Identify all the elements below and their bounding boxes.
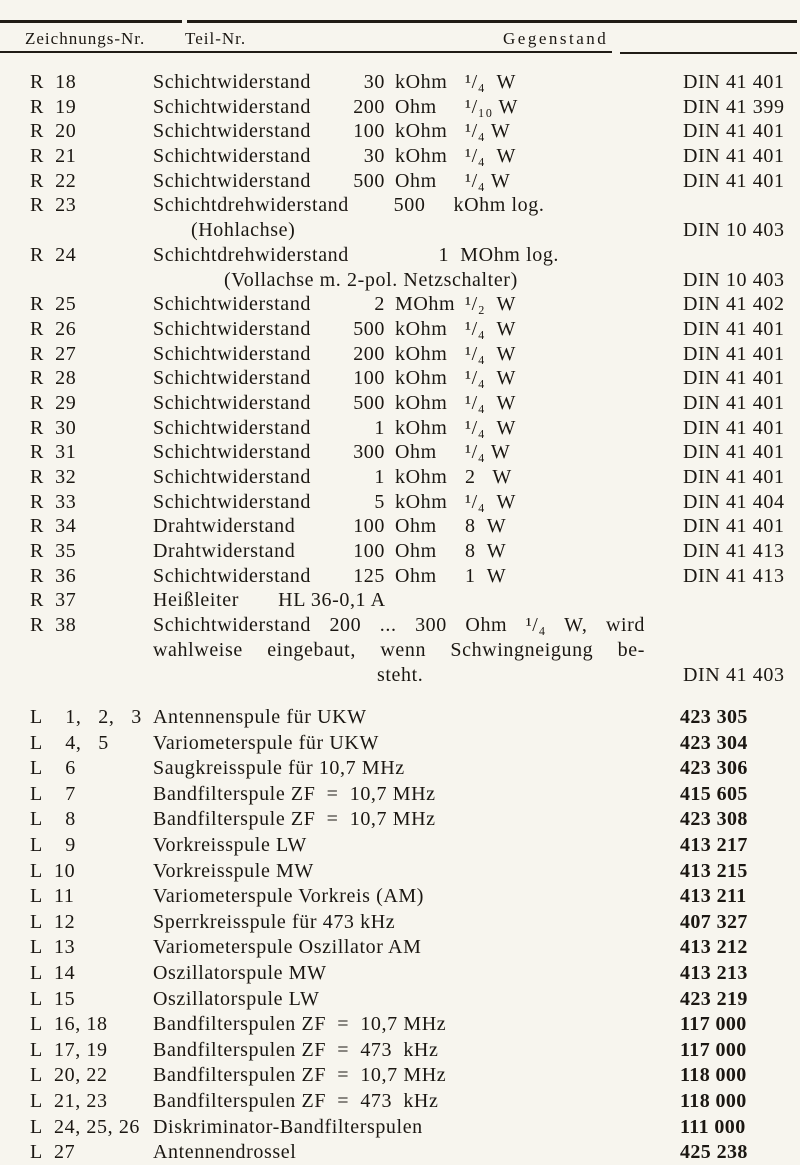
table-row xyxy=(0,193,800,218)
din-ref-cell: DIN 41 401 xyxy=(683,71,785,93)
part-name-cell: Schichtwiderstand xyxy=(153,391,311,414)
designator-cell: L 11 xyxy=(30,885,75,908)
table-row xyxy=(0,807,800,833)
wattage-cell: ¹/₄ W xyxy=(465,120,511,143)
value-cell: 100 xyxy=(353,367,385,390)
unit-cell: MOhm xyxy=(395,293,456,316)
table-row xyxy=(0,490,800,515)
part-number-cell: 423 304 xyxy=(680,731,748,754)
table-row xyxy=(0,1063,800,1089)
unit-cell: Ohm xyxy=(395,441,437,464)
designator-cell: L 20, 22 xyxy=(30,1064,108,1087)
part-number-cell: 423 308 xyxy=(680,808,748,831)
description-cell: Bandfilterspulen ZF = 10,7 MHz xyxy=(153,1064,447,1087)
designator-cell: R 30 xyxy=(30,416,77,439)
designator-cell: L 12 xyxy=(30,910,76,933)
unit-cell: kOhm xyxy=(395,120,448,143)
designator-cell: L 9 xyxy=(30,833,76,856)
column-header-object: Gegenstand xyxy=(503,29,609,48)
designator-cell: R 21 xyxy=(30,145,77,168)
wattage-cell: ¹/₄ W xyxy=(465,416,517,439)
value-cell: 500 xyxy=(353,169,385,192)
table-row xyxy=(0,935,800,961)
part-number-cell: 413 212 xyxy=(680,936,748,959)
wattage-cell: 8 W xyxy=(465,540,507,563)
value-cell: 300 xyxy=(353,441,385,464)
value-cell: 100 xyxy=(353,120,385,143)
designator-cell: R 29 xyxy=(30,391,77,414)
designator-cell: L 13 xyxy=(30,936,76,959)
part-number-cell: 117 000 xyxy=(680,1038,747,1061)
table-row xyxy=(0,144,800,169)
description-cell: Schichtdrehwiderstand 500 kOhm log. xyxy=(153,194,545,217)
table-row xyxy=(0,756,800,782)
table-row xyxy=(0,465,800,490)
wattage-cell: ¹/₄ W xyxy=(465,317,517,340)
part-name-cell: Drahtwiderstand xyxy=(153,540,296,563)
value-cell: 30 xyxy=(363,71,385,93)
designator-cell: R 24 xyxy=(30,243,77,266)
wattage-cell: ¹/₄ W xyxy=(465,342,517,365)
designator-cell: R 19 xyxy=(30,95,77,118)
part-number-cell: 413 215 xyxy=(680,859,748,882)
part-name-cell: Schichtwiderstand xyxy=(153,416,311,439)
value-cell: 200 xyxy=(353,342,385,365)
part-number-cell: 415 605 xyxy=(680,782,748,805)
part-number-cell: 407 327 xyxy=(680,910,748,933)
designator-cell: L 6 xyxy=(30,757,76,780)
description-cell: (Vollachse m. 2-pol. Netzschalter) xyxy=(224,268,518,291)
unit-cell: kOhm xyxy=(395,490,448,513)
description-cell: Antennendrossel xyxy=(153,1141,297,1164)
description-cell: steht. xyxy=(377,663,424,686)
description-cell: Bandfilterspule ZF = 10,7 MHz xyxy=(153,782,436,805)
description-cell: Schichtwiderstand 200 ... 300 Ohm ¹/₄ W, wird xyxy=(153,614,645,637)
designator-cell: R 33 xyxy=(30,490,77,513)
table-row xyxy=(0,859,800,885)
din-ref-cell: DIN 41 402 xyxy=(683,293,785,316)
description-cell: Bandfilterspulen ZF = 473 kHz xyxy=(153,1089,439,1112)
din-ref-cell: DIN 41 401 xyxy=(683,416,785,439)
din-ref-cell: DIN 41 401 xyxy=(683,120,785,143)
table-row xyxy=(0,70,800,95)
description-cell: Vorkreisspule MW xyxy=(153,859,314,882)
table-row xyxy=(0,987,800,1013)
part-name-cell: Schichtwiderstand xyxy=(153,367,311,390)
wattage-cell: ¹/₂ W xyxy=(465,293,517,316)
description-cell: Saugkreisspule für 10,7 MHz xyxy=(153,757,405,780)
part-number-cell: 425 238 xyxy=(680,1141,748,1164)
wattage-cell: ¹/₄ W xyxy=(465,145,517,168)
designator-cell: R 28 xyxy=(30,367,77,390)
description-cell: Bandfilterspulen ZF = 473 kHz xyxy=(153,1038,439,1061)
unit-cell: kOhm xyxy=(395,71,448,93)
value-cell: 1 xyxy=(374,416,385,439)
din-ref-cell: DIN 41 401 xyxy=(683,515,785,538)
table-row xyxy=(0,342,800,367)
table-row xyxy=(0,218,800,243)
value-cell: 125 xyxy=(353,564,385,587)
description-cell: Diskriminator-Bandfilterspulen xyxy=(153,1115,423,1138)
designator-cell: L 4, 5 xyxy=(30,731,109,754)
part-name-cell: Schichtwiderstand xyxy=(153,169,311,192)
unit-cell: Ohm xyxy=(395,95,437,118)
designator-cell: R 26 xyxy=(30,317,77,340)
description-cell: Oszillatorspule LW xyxy=(153,987,320,1010)
table-row xyxy=(0,782,800,808)
table-row xyxy=(0,268,800,293)
wattage-cell: 8 W xyxy=(465,515,507,538)
resistor-section xyxy=(0,70,800,687)
table-row xyxy=(0,366,800,391)
column-header-part-no: Teil-Nr. xyxy=(185,29,247,48)
part-number-cell: 118 000 xyxy=(680,1089,747,1112)
designator-cell: L 27 xyxy=(30,1141,76,1164)
designator-cell: R 18 xyxy=(30,71,77,93)
part-number-cell: 117 000 xyxy=(680,1013,747,1036)
value-cell: 100 xyxy=(353,540,385,563)
din-ref-cell: DIN 41 401 xyxy=(683,466,785,488)
description-cell: Variometerspule Oszillator AM xyxy=(153,936,422,959)
table-row xyxy=(0,539,800,564)
table-rule-header-bottom-left xyxy=(0,51,612,53)
description-cell: Bandfilterspule ZF = 10,7 MHz xyxy=(153,808,436,831)
part-number-cell: 413 211 xyxy=(680,885,747,908)
designator-cell: R 20 xyxy=(30,120,77,143)
coil-section xyxy=(0,705,800,1165)
designator-cell: R 36 xyxy=(30,564,77,587)
table-row xyxy=(0,613,800,638)
table-row xyxy=(0,416,800,441)
value-cell: 30 xyxy=(363,145,385,168)
description-cell: Schichtdrehwiderstand 1 MOhm log. xyxy=(153,243,560,266)
unit-cell: kOhm xyxy=(395,416,448,439)
value-cell: 200 xyxy=(353,95,385,118)
designator-cell: R 37 xyxy=(30,589,77,612)
table-row xyxy=(0,95,800,120)
wattage-cell: ¹/₄ W xyxy=(465,71,517,93)
designator-cell xyxy=(30,218,153,243)
designator-cell: L 7 xyxy=(30,782,76,805)
unit-cell: kOhm xyxy=(395,317,448,340)
table-row xyxy=(0,564,800,589)
description-cell: Sperrkreisspule für 473 kHz xyxy=(153,910,396,933)
table-row xyxy=(0,705,800,731)
value-cell: 2 xyxy=(374,293,385,316)
part-number-cell: 413 217 xyxy=(680,833,748,856)
unit-cell: Ohm xyxy=(395,515,437,538)
din-ref-cell: DIN 41 413 xyxy=(683,540,785,563)
table-row xyxy=(0,910,800,936)
wattage-cell: ¹/₄ W xyxy=(465,367,517,390)
wattage-cell: ¹/₁₀ W xyxy=(465,95,518,118)
din-ref-cell: DIN 41 404 xyxy=(683,490,785,513)
din-ref-cell: DIN 41 401 xyxy=(683,441,785,464)
part-name-cell: Schichtwiderstand xyxy=(153,317,311,340)
description-cell: Bandfilterspulen ZF = 10,7 MHz xyxy=(153,1013,447,1036)
table-row xyxy=(0,731,800,757)
din-ref-cell: DIN 41 399 xyxy=(683,95,785,118)
table-rule-top-left xyxy=(0,20,182,23)
designator-cell: L 21, 23 xyxy=(30,1089,108,1112)
designator-cell: R 35 xyxy=(30,540,77,563)
designator-cell: L 14 xyxy=(30,961,76,984)
table-row xyxy=(0,1012,800,1038)
part-number-cell: 111 000 xyxy=(680,1115,746,1138)
table-row xyxy=(0,243,800,268)
table-row xyxy=(0,833,800,859)
part-name-cell: Schichtwiderstand xyxy=(153,490,311,513)
table-row xyxy=(0,588,800,613)
part-name-cell: Drahtwiderstand xyxy=(153,515,296,538)
table-row xyxy=(0,317,800,342)
description-cell: wahlweise eingebaut, wenn Schwingneigung be- xyxy=(153,638,645,661)
designator-cell: L 8 xyxy=(30,808,76,831)
table-row xyxy=(0,1089,800,1115)
table-row xyxy=(0,1038,800,1064)
value-cell: 5 xyxy=(374,490,385,513)
description-cell: Heißleiter HL 36-0,1 A xyxy=(153,589,386,612)
din-ref-cell: DIN 41 403 xyxy=(683,663,785,686)
din-ref-cell: DIN 41 401 xyxy=(683,317,785,340)
description-cell: (Hohlachse) xyxy=(191,219,296,242)
designator-cell: L 16, 18 xyxy=(30,1013,108,1036)
table-rule-header-bottom-right xyxy=(620,52,797,54)
value-cell: 500 xyxy=(353,317,385,340)
designator-cell xyxy=(30,663,153,688)
din-ref-cell: DIN 41 401 xyxy=(683,342,785,365)
designator-cell: R 25 xyxy=(30,293,77,316)
designator-cell: R 31 xyxy=(30,441,77,464)
description-cell: Vorkreisspule LW xyxy=(153,833,307,856)
part-name-cell: Schichtwiderstand xyxy=(153,71,311,93)
wattage-cell: 2 W xyxy=(465,466,512,488)
description-cell: Oszillatorspule MW xyxy=(153,961,327,984)
unit-cell: kOhm xyxy=(395,342,448,365)
table-row xyxy=(0,638,800,663)
unit-cell: Ohm xyxy=(395,564,437,587)
designator-cell xyxy=(30,268,153,293)
din-ref-cell: DIN 41 401 xyxy=(683,145,785,168)
unit-cell: Ohm xyxy=(395,169,437,192)
din-ref-cell: DIN 10 403 xyxy=(683,268,785,291)
din-ref-cell: DIN 41 413 xyxy=(683,564,785,587)
part-name-cell: Schichtwiderstand xyxy=(153,293,311,316)
table-row xyxy=(0,1115,800,1141)
unit-cell: kOhm xyxy=(395,466,448,488)
din-ref-cell: DIN 41 401 xyxy=(683,367,785,390)
description-cell: Variometerspule Vorkreis (AM) xyxy=(153,885,425,908)
din-ref-cell: DIN 41 401 xyxy=(683,391,785,414)
designator-cell: R 34 xyxy=(30,515,77,538)
part-name-cell: Schichtwiderstand xyxy=(153,120,311,143)
column-header-drawing-no: Zeichnungs-Nr. xyxy=(25,29,146,48)
table-row xyxy=(0,119,800,144)
part-name-cell: Schichtwiderstand xyxy=(153,342,311,365)
part-name-cell: Schichtwiderstand xyxy=(153,145,311,168)
part-number-cell: 423 219 xyxy=(680,987,748,1010)
table-row xyxy=(0,1140,800,1165)
designator-cell: L 15 xyxy=(30,987,76,1010)
designator-cell: L 10 xyxy=(30,859,76,882)
unit-cell: Ohm xyxy=(395,540,437,563)
unit-cell: kOhm xyxy=(395,391,448,414)
unit-cell: kOhm xyxy=(395,367,448,390)
table-row xyxy=(0,440,800,465)
table-row xyxy=(0,391,800,416)
table-row xyxy=(0,884,800,910)
designator-cell: R 22 xyxy=(30,169,77,192)
designator-cell: L 24, 25, 26 xyxy=(30,1115,141,1138)
description-cell: Variometerspule für UKW xyxy=(153,731,379,754)
designator-cell: L 1, 2, 3 xyxy=(30,706,142,728)
table-row xyxy=(0,169,800,194)
designator-cell: L 17, 19 xyxy=(30,1038,108,1061)
table-row xyxy=(0,961,800,987)
wattage-cell: ¹/₄ W xyxy=(465,490,517,513)
part-number-cell: 118 000 xyxy=(680,1064,747,1087)
unit-cell: kOhm xyxy=(395,145,448,168)
designator-cell xyxy=(30,638,153,663)
wattage-cell: ¹/₄ W xyxy=(465,391,517,414)
din-ref-cell: DIN 41 401 xyxy=(683,169,785,192)
description-cell: Antennenspule für UKW xyxy=(153,706,367,728)
part-name-cell: Schichtwiderstand xyxy=(153,441,311,464)
part-number-cell: 423 306 xyxy=(680,757,748,780)
table-row xyxy=(0,292,800,317)
part-name-cell: Schichtwiderstand xyxy=(153,95,311,118)
designator-cell: R 27 xyxy=(30,342,77,365)
table-row xyxy=(0,514,800,539)
din-ref-cell: DIN 10 403 xyxy=(683,219,785,242)
value-cell: 1 xyxy=(374,466,385,488)
designator-cell: R 23 xyxy=(30,194,77,217)
wattage-cell: 1 W xyxy=(465,564,507,587)
value-cell: 500 xyxy=(353,391,385,414)
part-number-cell: 423 305 xyxy=(680,706,748,728)
part-name-cell: Schichtwiderstand xyxy=(153,466,311,488)
designator-cell: R 38 xyxy=(30,614,77,637)
table-row xyxy=(0,663,800,688)
part-name-cell: Schichtwiderstand xyxy=(153,564,311,587)
table-rule-top-right xyxy=(187,20,797,23)
designator-cell: R 32 xyxy=(30,466,77,488)
value-cell: 100 xyxy=(353,515,385,538)
wattage-cell: ¹/₄ W xyxy=(465,441,511,464)
part-number-cell: 413 213 xyxy=(680,961,748,984)
wattage-cell: ¹/₄ W xyxy=(465,169,511,192)
